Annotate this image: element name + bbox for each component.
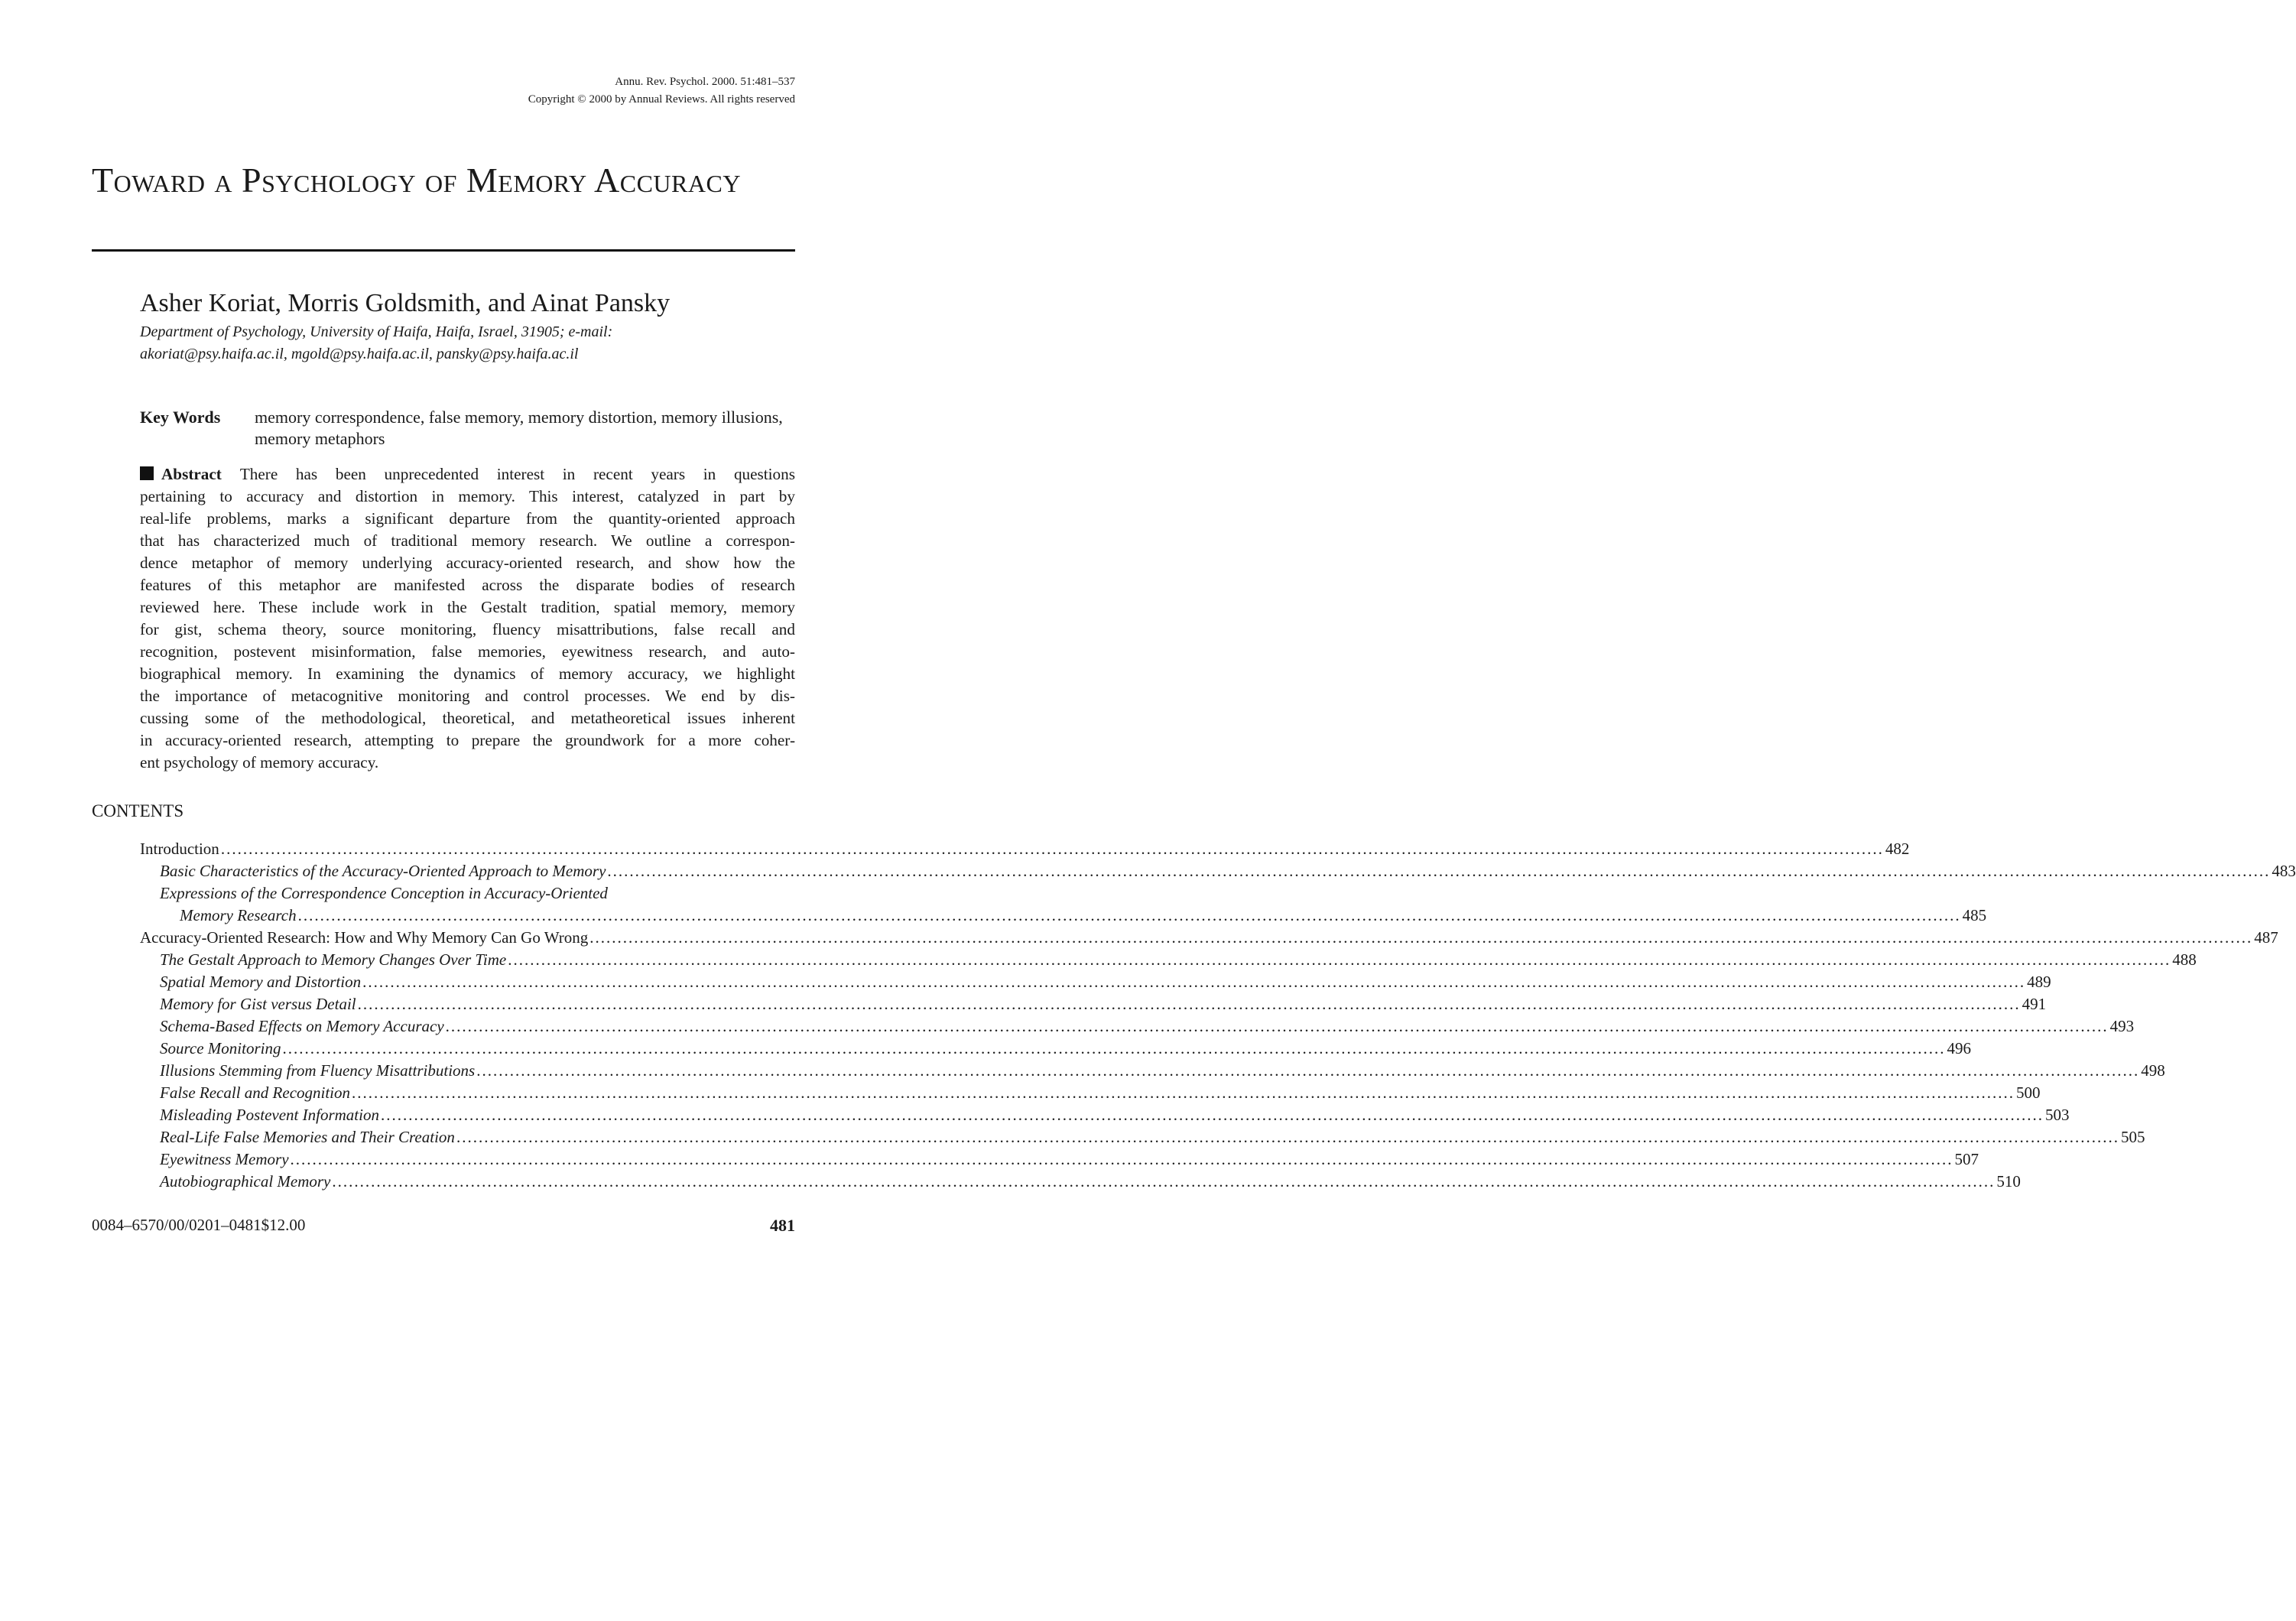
article-authors: Asher Koriat, Morris Goldsmith, and Ainat Pansky [140, 289, 671, 317]
toc-entry-page: 482 [1885, 840, 1910, 858]
toc-entry [140, 860, 2296, 882]
toc-entry [140, 971, 2051, 993]
keywords-label: Key Words [140, 408, 221, 427]
article-code: 0084–6570/00/0201–0481$12.00 [92, 1216, 306, 1234]
toc-entry-title: Eyewitness Memory [160, 1150, 289, 1168]
toc-entry-page: 488 [2172, 950, 2197, 969]
article-title: Toward a Psychology of Memory Accuracy [92, 161, 741, 200]
toc-entry-page: 510 [1996, 1172, 2021, 1191]
toc-entry [140, 1082, 2041, 1104]
toc-entry [140, 1060, 2165, 1082]
toc-entry [140, 1126, 2145, 1148]
toc-entry-page: 496 [1947, 1039, 1971, 1057]
abstract-line: in accuracy-oriented research, attempting to prepare the groundwork for a more coher- [140, 731, 795, 749]
toc-entry-title: Basic Characteristics of the Accuracy-Oriented Approach to Memory [160, 862, 606, 880]
abstract-line: reviewed here. These include work in the Gestalt tradition, spatial memory, memory [140, 598, 795, 616]
toc-entry-page: 503 [2044, 1106, 2070, 1124]
abstract-line: cussing some of the methodological, theoretical, and metatheoretical issues inherent [140, 709, 795, 727]
journal-citation: Annu. Rev. Psychol. 2000. 51:481–537 [615, 76, 795, 88]
square-bullet-icon [140, 466, 154, 480]
toc-entry-title: Introduction [140, 840, 219, 858]
toc-entry-page: 500 [2016, 1083, 2041, 1102]
toc-entry-title: Schema-Based Effects on Memory Accuracy [160, 1017, 444, 1035]
toc-entry-title: Misleading Postevent Information [160, 1106, 379, 1124]
toc-entry [140, 1015, 2135, 1038]
abstract-line: There has been unprecedented interest in recent years in questions [239, 465, 795, 483]
abstract-line: dence metaphor of memory underlying accuracy-oriented research, and show how the [140, 554, 795, 572]
toc-entry-page: 485 [1962, 906, 1987, 924]
toc-entry [140, 838, 1910, 860]
author-affiliation: Department of Psychology, University of Haifa, Haifa, Israel, 31905; e-mail: akoriat@psy.haifa.ac.il, mgold@psy.haifa.ac.il, pansky@psy.haifa.ac.il [140, 323, 613, 362]
toc-entry [140, 993, 2047, 1015]
abstract-line: biographical memory. In examining the dynamics of memory accuracy, we highlight [140, 664, 795, 683]
toc-entry-page: 493 [2109, 1017, 2135, 1035]
toc-leader-dots: ............................................................................................................................................................................................................................................................................................................ [357, 995, 2021, 1013]
toc-entry-title: Spatial Memory and Distortion [160, 973, 362, 991]
abstract-label: Abstract [161, 465, 222, 483]
journal-header [528, 73, 795, 109]
toc-entry [140, 905, 1987, 927]
toc-leader-dots: ............................................................................................................................................................................................................................................................................................................ [445, 1017, 2109, 1035]
toc-entry-title: Autobiographical Memory [160, 1172, 331, 1191]
abstract-line: that has characterized much of traditional memory research. We outline a correspon- [140, 531, 795, 550]
abstract-line: ent psychology of memory accuracy. [140, 753, 379, 772]
toc-entry-title: Source Monitoring [160, 1039, 281, 1057]
abstract-block [140, 463, 795, 774]
toc-leader-dots: ............................................................................................................................................................................................................................................................................................................ [352, 1083, 2015, 1102]
toc-entry-title: Real-Life False Memories and Their Creation [160, 1128, 455, 1146]
toc-leader-dots: ............................................................................................................................................................................................................................................................................................................ [607, 862, 2271, 880]
toc-entry [140, 1171, 2021, 1193]
abstract-line: the importance of metacognitive monitoring and control processes. We end by dis- [140, 687, 795, 705]
toc-leader-dots: ............................................................................................................................................................................................................................................................................................................ [508, 950, 2171, 969]
table-of-contents [140, 838, 2296, 1193]
toc-entry-title: Expressions of the Correspondence Conception in Accuracy-Oriented [160, 884, 608, 902]
toc-leader-dots: ............................................................................................................................................................................................................................................................................................................ [456, 1128, 2119, 1146]
toc-leader-dots: ............................................................................................................................................................................................................................................................................................................ [589, 928, 2253, 947]
toc-entry-title: Memory for Gist versus Detail [160, 995, 356, 1013]
toc-leader-dots: ............................................................................................................................................................................................................................................................................................................ [362, 973, 2026, 991]
toc-entry-page: 507 [1954, 1150, 1979, 1168]
toc-entry-page: 498 [2141, 1061, 2165, 1080]
page-number: 481 [770, 1216, 795, 1235]
toc-entry-title: The Gestalt Approach to Memory Changes Over Time [160, 950, 507, 969]
toc-entry-title: False Recall and Recognition [160, 1083, 351, 1102]
title-rule [92, 249, 795, 252]
toc-leader-dots: ............................................................................................................................................................................................................................................................................................................ [476, 1061, 2140, 1080]
toc-entry-title: Memory Research [180, 906, 297, 924]
toc-entry [140, 1148, 1979, 1171]
abstract-line: pertaining to accuracy and distortion in memory. This interest, catalyzed in part by [140, 487, 795, 505]
toc-leader-dots: ............................................................................................................................................................................................................................................................................................................ [332, 1172, 1996, 1191]
toc-leader-dots: ............................................................................................................................................................................................................................................................................................................ [380, 1106, 2044, 1124]
abstract-first-line [140, 463, 795, 486]
abstract-line: real-life problems, marks a significant departure from the quantity-oriented approach [140, 509, 795, 528]
toc-entry [140, 927, 2278, 949]
contents-heading: CONTENTS [92, 801, 184, 820]
toc-entry-title: Accuracy-Oriented Research: How and Why Memory Can Go Wrong [140, 928, 589, 947]
toc-leader-dots: ............................................................................................................................................................................................................................................................................................................ [290, 1150, 1953, 1168]
toc-entry [140, 1038, 1971, 1060]
copyright-notice: Copyright © 2000 by Annual Reviews. All rights reserved [528, 93, 795, 106]
toc-entry-page: 505 [2120, 1128, 2145, 1146]
toc-entry-page: 491 [2022, 995, 2047, 1013]
abstract-line: features of this metaphor are manifested across the disparate bodies of research [140, 576, 795, 594]
abstract-line: recognition, postevent misinformation, false memories, eyewitness research, and auto- [140, 642, 795, 661]
toc-entry [140, 949, 2197, 971]
toc-leader-dots: ............................................................................................................................................................................................................................................................................................................ [297, 906, 1961, 924]
abstract-line: for gist, schema theory, source monitoring, fluency misattributions, false recall and [140, 620, 795, 638]
toc-entry-page: 483 [2272, 862, 2296, 880]
toc-leader-dots: ............................................................................................................................................................................................................................................................................................................ [282, 1039, 1946, 1057]
toc-entry [140, 882, 795, 905]
toc-entry-page: 487 [2254, 928, 2278, 947]
toc-leader-dots: ............................................................................................................................................................................................................................................................................................................ [220, 840, 1884, 858]
toc-entry-title: Illusions Stemming from Fluency Misattributions [160, 1061, 476, 1080]
toc-entry-page: 489 [2027, 973, 2051, 991]
keywords-text: memory correspondence, false memory, memory distortion, memory illusions, memory metaphors [255, 408, 783, 448]
toc-entry [140, 1104, 2070, 1126]
